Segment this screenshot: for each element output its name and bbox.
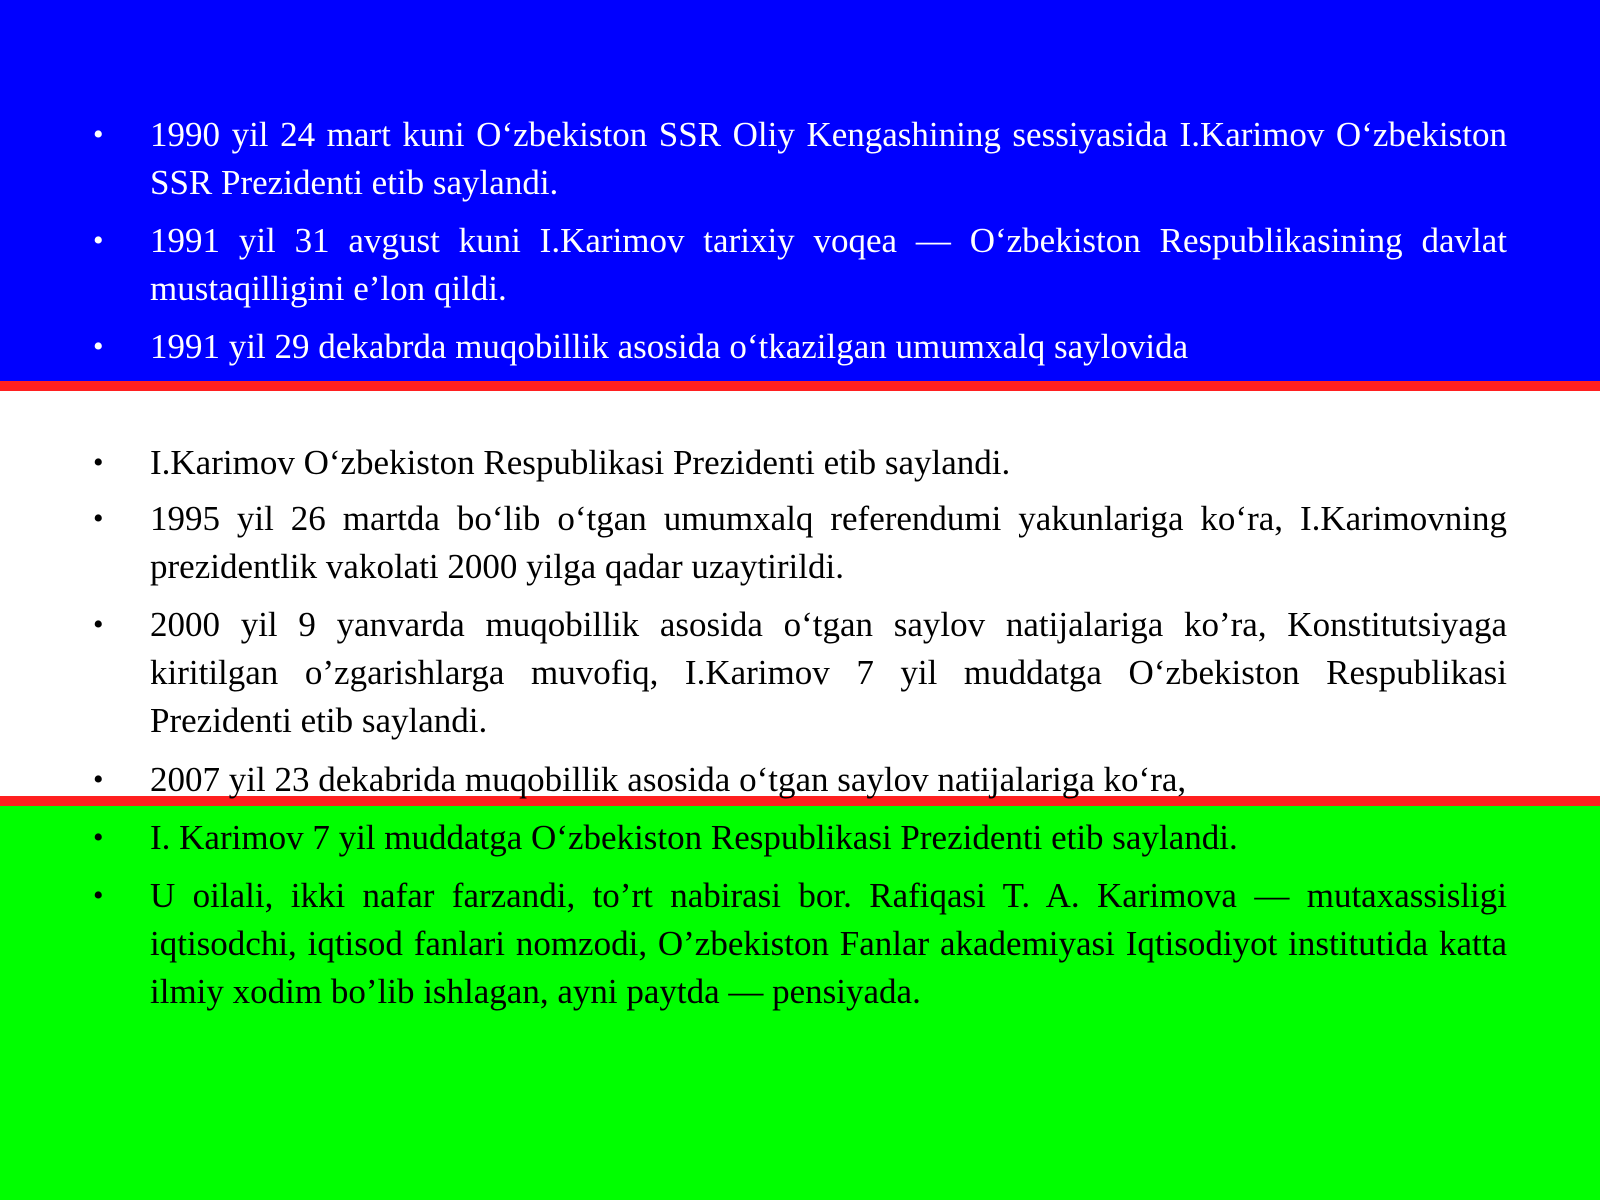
bullet-item-1995: • 1995 yil 26 martda bo‘lib o‘tgan umumxalq referendumi yakunlariga ko‘ra, I.Karimovning prezidentlik vakolati 2000 yilga qadar uzaytirildi.	[150, 495, 1507, 591]
bullet-item-family: • U oilali, ikki nafar farzandi, to’rt nabirasi bor. Rafiqasi T. A. Karimova — mutaxassisligi iqtisodchi, iqtisod fanlari nomzodi, O’zbekiston Fanlar akademiyasi Iqtisodiyot institutida katta ilmiy xodim bo’lib ishlagan, ayni paytda — pensiyada.	[150, 872, 1507, 1016]
bullet-item-1991-august: • 1991 yil 31 avgust kuni I.Karimov tarixiy voqea — O‘zbekiston Respublikasining davlat mustaqilligini e’lon qildi.	[150, 217, 1507, 313]
bullet-item-1990: • 1990 yil 24 mart kuni O‘zbekiston SSR Oliy Kengashining sessiyasida I.Karimov O‘zbekiston SSR Prezidenti etib saylandi.	[150, 111, 1507, 207]
flag-stripe-red-top	[0, 381, 1600, 391]
bullet-item-2007: • 2007 yil 23 dekabrida muqobillik asosida o‘tgan saylov natijalariga ko‘ra,	[150, 756, 1507, 804]
bullet-item-7-year-term: • I. Karimov 7 yil muddatga O‘zbekiston Respublikasi Prezidenti etib saylandi.	[150, 814, 1507, 862]
bullet-item-karimov-elected: • I.Karimov O‘zbekiston Respublikasi Prezidenti etib saylandi.	[150, 439, 1507, 487]
bullet-item-1991-december: • 1991 yil 29 dekabrda muqobillik asosida o‘tkazilgan umumxalq saylovida	[150, 323, 1507, 371]
bullet-item-2000: • 2000 yil 9 yanvarda muqobillik asosida o‘tgan saylov natijalariga ko’ra, Konstitutsiyaga kiritilgan o’zgarishlarga muvofiq, I.Karimov 7 yil muddatga O‘zbekiston Respublikasi Prezidenti etib saylandi.	[150, 601, 1507, 745]
